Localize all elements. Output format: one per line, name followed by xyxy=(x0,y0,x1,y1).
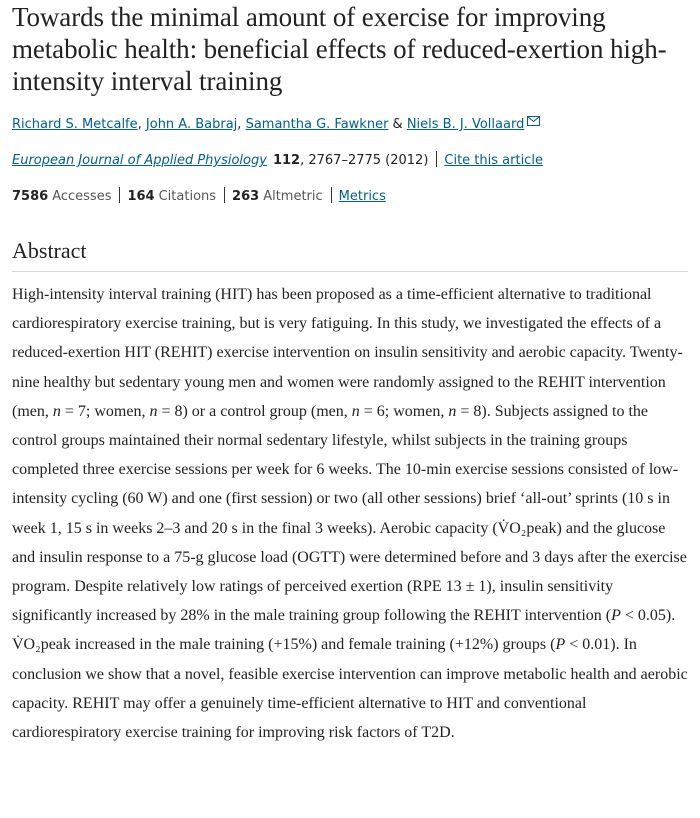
divider xyxy=(119,187,120,203)
author-separator: & xyxy=(388,117,407,132)
article-metrics xyxy=(12,187,688,206)
accesses-label: Accesses xyxy=(52,189,112,204)
abstract-text: High-intensity interval training (HIT) has been proposed as a time-efficient alternative to traditional cardiorespiratory exercise training, but is very fatiguing. In this study, we investigated the effects of a reduced-exertion HIT (REHIT) exercise intervention on insulin sensitivity and aerobic capacity. Twenty-nine healthy but sedentary young men and women were randomly assigned to the REHIT intervention (men, n = 7; women, n = 8) or a control group (men, n = 6; women, n = 8). Subjects assigned to the control groups maintained their normal sedentary lifestyle, whilst subjects in the training groups completed three exercise sessions per week for 6 weeks. The 10-min exercise sessions consisted of low-intensity cycling (60 W) and one (first session) or two (all other sessions) brief ‘all-out’ sprints (10 s in week 1, 15 s in weeks 2–3 and 20 s in the final 3 weeks). Aerobic capacity (V̇O₂peak) and the glucose and insulin response to a 75-g glucose load (OGTT) were determined before and 3 days after the exercise program. Despite relatively low ratings of perceived exertion (RPE 13 ± 1), insulin sensitivity significantly increased by 28% in the male training group following the REHIT intervention (P < 0.05). V̇O₂peak increased in the male training (+15%) and female training (+12%) groups (P < 0.01). In conclusion we show that a novel, feasible exercise intervention can improve metabolic health and aerobic capacity. REHIT may offer a genuinely time-efficient alternative to HIT and conventional cardiorespiratory exercise training for improving risk factors of T2D. xyxy=(12,286,688,742)
volume: 112 xyxy=(272,153,301,168)
citation-line xyxy=(12,151,688,170)
citations-count: 164 xyxy=(127,189,155,204)
author-link[interactable]: Niels B. J. Vollaard xyxy=(406,117,525,132)
divider xyxy=(436,151,437,167)
citations-label: Citations xyxy=(158,189,217,204)
cite-article-link[interactable]: Cite this article xyxy=(444,153,543,168)
author-link[interactable]: Richard S. Metcalfe xyxy=(12,117,138,132)
author-link[interactable]: Samantha G. Fawkner xyxy=(245,117,389,132)
divider xyxy=(331,187,332,203)
author-list xyxy=(12,114,688,134)
altmetric-score: 263 xyxy=(232,189,260,204)
accesses-count: 7586 xyxy=(12,189,49,204)
envelope-icon[interactable] xyxy=(527,114,540,124)
author-link[interactable]: John A. Babraj xyxy=(145,117,238,132)
altmetric-label: Altmetric xyxy=(263,189,323,204)
journal-link[interactable]: European Journal of Applied Physiology xyxy=(12,153,267,168)
metrics-link[interactable]: Metrics xyxy=(338,189,386,204)
abstract-heading: Abstract xyxy=(12,206,688,272)
pages-year: , 2767–2775 (2012) xyxy=(300,153,429,168)
author-separator: , xyxy=(137,117,146,132)
article-title: Towards the minimal amount of exercise for improving metabolic health: beneficial effects of reduced-exertion high-intensity interval training xyxy=(12,2,667,96)
divider xyxy=(224,187,225,203)
author-separator: , xyxy=(237,117,246,132)
